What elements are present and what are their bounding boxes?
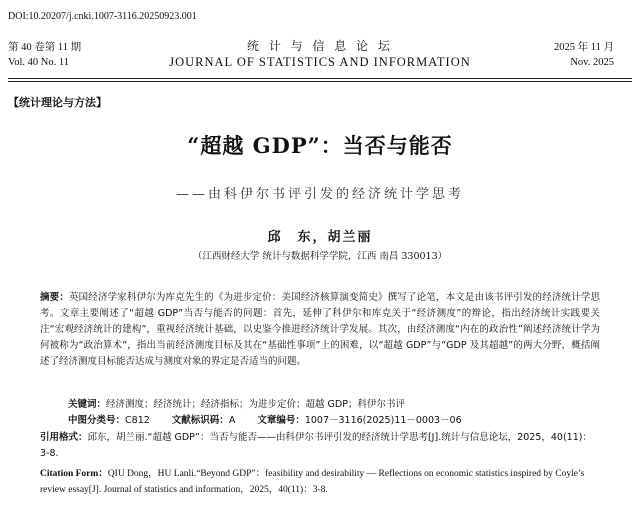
article-number-value: 1007－3116(2025)11－0003－06 — [304, 415, 462, 426]
issue-date-en: Nov. 2025 — [570, 57, 614, 68]
citation-en-text: QIU Dong，HU Lanli.“Beyond GDP”：feasibility and desirability — Reflections on economic statistics inspired by Coyle’s review essay[J]. Journal of statistics and information，2025，40(11)：3-8. — [40, 469, 585, 495]
classification-line — [68, 412, 600, 426]
citation-cn-text: 邱东，胡兰丽.“超越 GDP”：当否与能否——由科伊尔书评引发的经济统计学思考[J].统计与信息论坛，2025，40(11)：3-8. — [40, 432, 592, 459]
abstract-label: 摘要： — [40, 292, 69, 303]
issue-date-cn: 2025 年 11 月 — [554, 42, 614, 53]
keywords-text: 经济测度；经济统计；经济指标；为进步定价；超越 GDP；科伊尔书评 — [106, 399, 405, 410]
citation-en-label: Citation Form： — [40, 469, 108, 479]
volume-issue-cn: 第 40 卷第 11 期 — [8, 42, 82, 53]
affiliation: （江西财经大学 统计与数据科学学院，江西 南昌 330013） — [192, 251, 448, 262]
abstract — [40, 290, 600, 370]
keywords — [68, 396, 600, 410]
citation-cn — [40, 430, 600, 462]
doc-code-label: 文献标识码： — [171, 415, 229, 426]
volume-issue-en: Vol. 40 No. 11 — [8, 57, 69, 68]
clc-label: 中图分类号： — [68, 415, 126, 426]
article-number-label: 文章编号： — [257, 415, 305, 426]
abstract-text: 英国经济学家科伊尔为库克先生的《为进步定价：美国经济核算演变简史》撰写了论笔，本文是由该书评引发的经济统计学思考。文章主要阐述了“超越 GDP”当否与能否的问题：首先，延伸了科伊尔和库克关于“经济测度”的辩论，指出经济统计实践要关注“宏观经济统计的建构”，重视经济统计基础，以史鉴今推进经济统计学发展。其次，由经济测度“内在的政治性”阐述经济统计学为何被称为“政治算术”，指出当前经济测度目标及其在“基础性事项”上的困难，以“超越 GDP”与“GDP 及其超越”的两大分野，概括阐述了经济测度目标能否达成与测度对象的界定是否适当的问题。 — [40, 292, 600, 367]
keywords-label: 关键词： — [68, 399, 107, 410]
article-subtitle: ——由科伊尔书评引发的经济统计学思考 — [175, 187, 464, 202]
doi-line: DOI:10.20207/j.cnki.1007-3116.20250923.001 — [8, 11, 197, 22]
journal-name — [120, 38, 520, 70]
article-title: “超越 GDP”：当否与能否 — [187, 133, 453, 158]
section-label: 【统计理论与方法】 — [8, 96, 107, 109]
header-rule-top — [8, 78, 632, 79]
header-rule-bottom — [8, 81, 632, 82]
journal-name-cn: 统 计 与 信 息 论 坛 — [247, 39, 393, 53]
doc-code-value: A — [228, 415, 236, 426]
clc-value: C812 — [125, 415, 150, 426]
authors: 邱 东，胡兰丽 — [267, 230, 373, 245]
citation-en — [40, 466, 600, 498]
journal-name-en: JOURNAL OF STATISTICS AND INFORMATION — [169, 55, 471, 69]
citation-cn-label: 引用格式： — [40, 432, 88, 443]
volume-issue — [8, 40, 81, 70]
issue-date — [554, 40, 614, 70]
